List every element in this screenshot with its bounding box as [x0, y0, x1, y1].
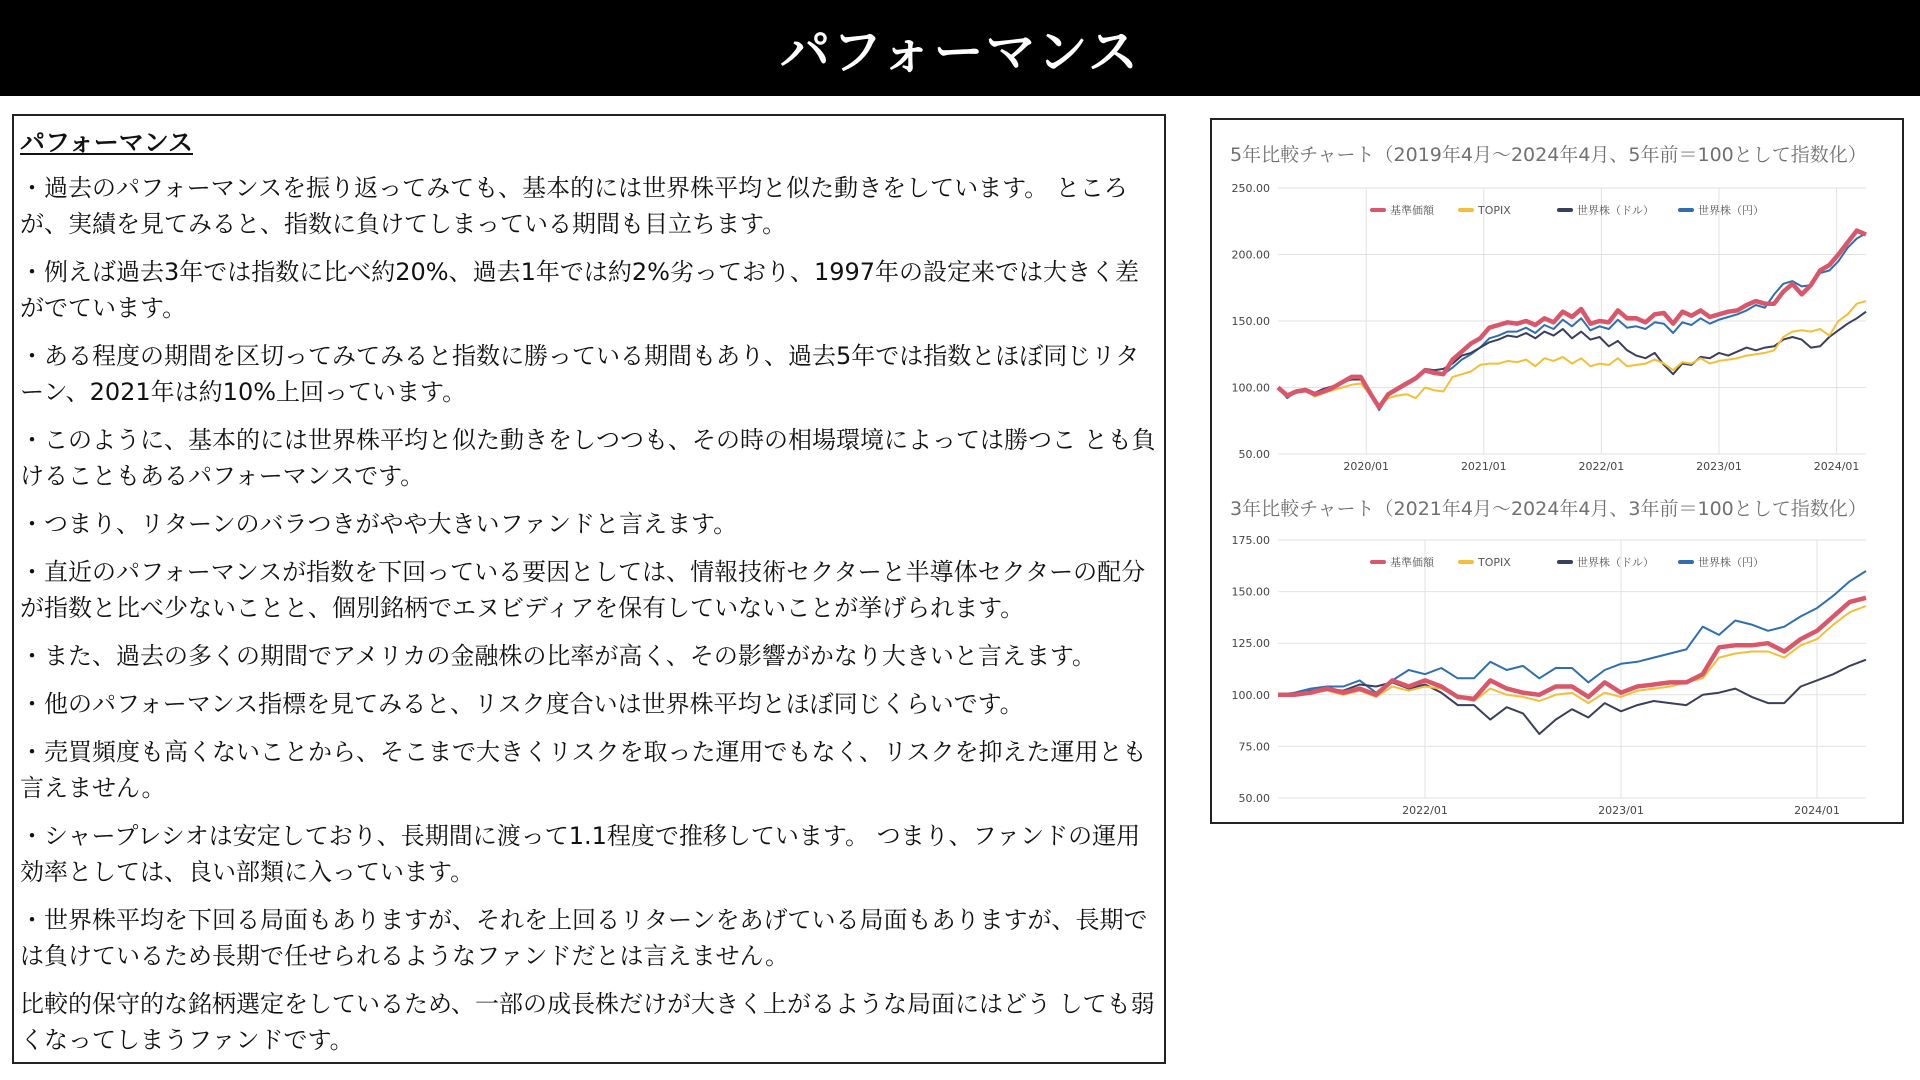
series-line: [1278, 598, 1866, 699]
chart-5y: [1212, 168, 1902, 488]
x-tick-label: 2022/01: [1402, 804, 1448, 817]
paragraph: ・過去のパフォーマンスを振り返ってみても、基本的には世界株平均と似た動きをしています。 ところが、実績を見てみると、指数に負けてしまっている期間も目立ちます。: [20, 174, 1128, 238]
x-tick-label: 2024/01: [1794, 804, 1840, 817]
paragraph: ・このように、基本的には世界株平均と似た動きをしつつも、その時の相場環境によっては勝つこ とも負けることもあるパフォーマンスです。: [20, 426, 1156, 490]
chart-title-3y: 3年比較チャート（2021年4月～2024年4月、3年前＝100として指数化）: [1230, 498, 1867, 520]
paragraph: ・つまり、リターンのバラつきがやや大きいファンドと言えます。: [20, 510, 738, 538]
y-tick-label: 50.00: [1238, 792, 1270, 805]
legend-label: 世界株（円）: [1698, 556, 1764, 569]
paragraph: ・シャープレシオは安定しており、長期間に渡って1.1程度で推移しています。 つまり、ファンドの運用効率としては、良い部類に入っています。: [20, 822, 1141, 886]
legend-label: TOPIX: [1478, 556, 1511, 569]
slide-title: パフォーマンス: [780, 23, 1140, 81]
y-tick-label: 150.00: [1231, 315, 1270, 328]
legend-label: 基準価額: [1390, 204, 1434, 217]
x-tick-label: 2024/01: [1813, 460, 1860, 473]
series-line: [1278, 571, 1866, 695]
y-tick-label: 100.00: [1231, 688, 1270, 702]
x-tick-label: 2022/01: [1578, 460, 1625, 473]
chart-title-5y: 5年比較チャート（2019年4月～2024年4月、5年前＝100として指数化）: [1230, 144, 1867, 166]
series-line: [1278, 660, 1866, 734]
section-heading: パフォーマンス: [20, 128, 194, 157]
paragraph: ・直近のパフォーマンスが指数を下回っている要因としては、情報技術セクターと半導体セクターの配分が指数と比べ少ないことと、個別銘柄でエヌビディアを保有していないことが挙げられます。: [20, 558, 1146, 622]
y-tick-label: 175.00: [1231, 534, 1270, 547]
paragraph: ・売買頻度も高くないことから、そこまで大きくリスクを取った運用でもなく、リスクを抑えた運用とも言えません。: [20, 738, 1147, 802]
y-tick-label: 200.00: [1231, 248, 1270, 262]
y-tick-label: 100.00: [1231, 381, 1270, 395]
x-tick-label: 2021/01: [1460, 460, 1507, 473]
paragraph: ・他のパフォーマンス指標を見てみると、リスク度合いは世界株平均とほぼ同じくらいです。: [20, 690, 1024, 718]
slide-header: [0, 0, 1920, 96]
y-tick-label: 150.00: [1231, 585, 1270, 599]
paragraph: ・また、過去の多くの期間でアメリカの金融株の比率が高く、その影響がかなり大きいと言えます。: [20, 642, 1096, 670]
y-tick-label: 50.00: [1238, 448, 1270, 461]
paragraph: ・ある程度の期間を区切ってみてみると指数に勝っている期間もあり、過去5年では指数とほぼ同じリターン、2021年は約10%上回っています。: [20, 342, 1140, 406]
y-tick-label: 250.00: [1231, 182, 1270, 195]
paragraph: ・例えば過去3年では指数に比べ約20%、過去1年では約2%劣っており、1997年の設定来では大きく差がでています。: [20, 258, 1140, 322]
legend-label: 基準価額: [1390, 556, 1434, 569]
y-tick-label: 75.00: [1238, 740, 1270, 754]
chart-3y: [1212, 524, 1902, 820]
legend-label: 世界株（ドル）: [1577, 204, 1654, 217]
paragraph: 比較的保守的な銘柄選定をしているため、一部の成長株だけが大きく上がるような局面にはどう しても弱くなってしまうファンドです。: [20, 990, 1155, 1054]
x-tick-label: 2020/01: [1343, 460, 1390, 473]
chart-panel: [1210, 118, 1904, 824]
legend-label: TOPIX: [1478, 204, 1511, 217]
text-panel: [12, 114, 1166, 1064]
x-tick-label: 2023/01: [1696, 460, 1742, 473]
x-tick-label: 2023/01: [1598, 804, 1644, 817]
y-tick-label: 125.00: [1231, 637, 1270, 651]
legend-label: 世界株（円）: [1698, 204, 1764, 217]
paragraph: ・世界株平均を下回る局面もありますが、それを上回るリターンをあげている局面もありますが、長期では負けているため長期で任せられるようなファンドだとは言えません。: [20, 906, 1148, 970]
legend-label: 世界株（ドル）: [1577, 556, 1654, 569]
